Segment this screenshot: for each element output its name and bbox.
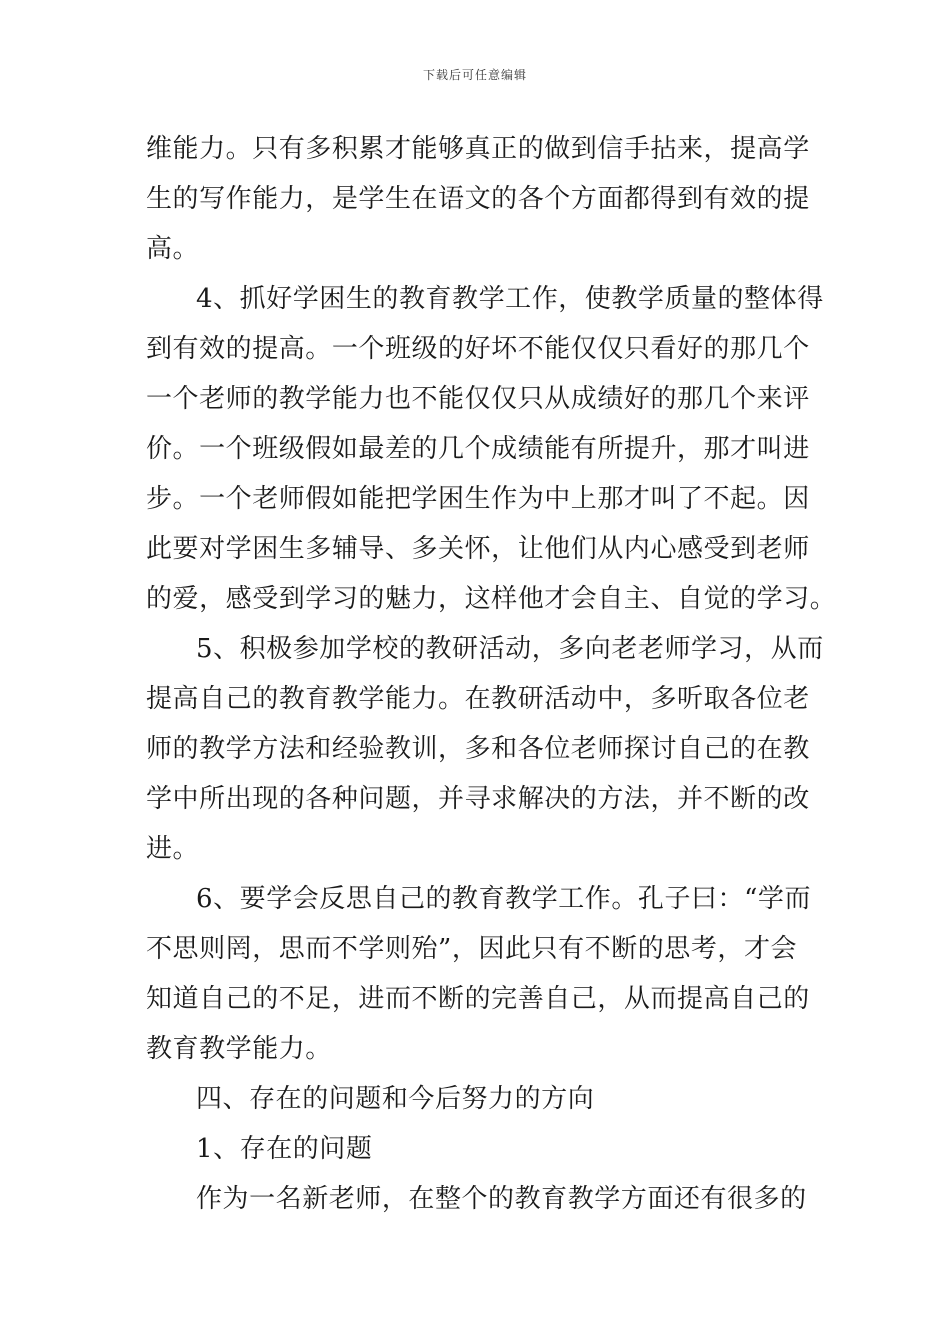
text-line: 师的教学方法和经验教训，多和各位老师探讨自己的在教 <box>146 734 810 764</box>
text-line: 学中所出现的各种问题，并寻求解决的方法，并不断的改 <box>146 784 810 814</box>
text-line: 到有效的提高。一个班级的好坏不能仅仅只看好的那几个 <box>146 334 810 364</box>
text-line: 知道自己的不足，进而不断的完善自己，从而提高自己的 <box>146 984 810 1014</box>
text-line: 1、存在的问题 <box>196 1134 373 1164</box>
text-line: 进。 <box>146 834 200 864</box>
text-line: 此要对学困生多辅导、多关怀，让他们从内心感受到老师 <box>146 534 810 564</box>
text-line: 步。一个老师假如能把学困生作为中上那才叫了不起。因 <box>146 484 810 514</box>
text-line: 教育教学能力。 <box>146 1034 332 1064</box>
page-header-note: 下载后可任意编辑 <box>422 68 527 82</box>
text-line: 维能力。只有多积累才能够真正的做到信手拈来，提高学 <box>146 134 810 164</box>
document-body <box>146 124 837 1224</box>
text-line: 价。一个班级假如最差的几个成绩能有所提升，那才叫进 <box>146 434 810 464</box>
text-line: 高。 <box>146 234 200 264</box>
text-line: 作为一名新老师，在整个的教育教学方面还有很多的 <box>196 1184 807 1214</box>
text-line: 4、抓好学困生的教育教学工作，使教学质量的整体得 <box>196 284 824 314</box>
text-line: 6、要学会反思自己的教育教学工作。孔子曰：“学而 <box>196 884 812 914</box>
text-line: 5、积极参加学校的教研活动，多向老老师学习，从而 <box>196 634 824 664</box>
text-line: 的爱，感受到学习的魅力，这样他才会自主、自觉的学习。 <box>146 584 837 614</box>
text-line: 生的写作能力，是学生在语文的各个方面都得到有效的提 <box>146 184 810 214</box>
text-line: 一个老师的教学能力也不能仅仅只从成绩好的那几个来评 <box>146 384 810 414</box>
text-line: 四、存在的问题和今后努力的方向 <box>196 1084 595 1114</box>
text-line: 不思则罔，思而不学则殆”，因此只有不断的思考，才会 <box>146 934 798 964</box>
text-line: 提高自己的教育教学能力。在教研活动中，多听取各位老 <box>146 684 810 714</box>
